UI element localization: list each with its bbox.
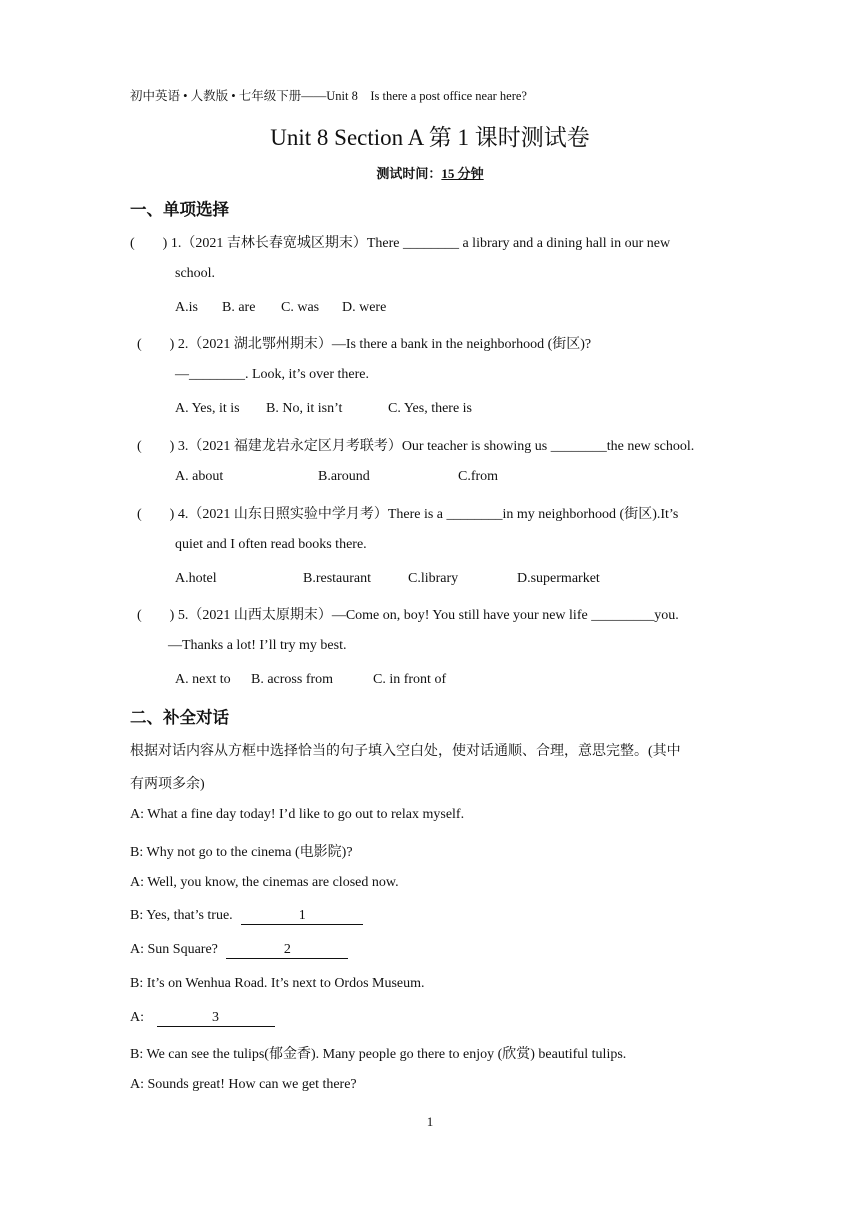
q1-option-d: D. were: [342, 300, 387, 315]
answer-blank-3[interactable]: 3: [157, 1010, 275, 1027]
q2-option-b: B. No, it isn’t: [266, 401, 343, 416]
dialogue-line: A: Well, you know, the cinemas are closed now.: [130, 875, 399, 890]
q1-option-b: B. are: [222, 300, 256, 315]
q2-stem-cont: —________. Look, it’s over there.: [175, 367, 370, 382]
page-header: 初中英语 • 人教版 • 七年级下册——Unit 8 Is there a post office near here?: [130, 89, 527, 103]
q2-option-c: C. Yes, there is: [388, 401, 473, 416]
dialogue-blank-2-line: [130, 942, 348, 959]
page-number: 1: [426, 1114, 434, 1129]
q1-option-c: C. was: [281, 300, 320, 315]
section-2-heading: 二、补全对话: [130, 708, 229, 727]
q1-option-a: A.is: [175, 300, 198, 315]
dialogue-line: A: What a fine day today! I’d like to go out to relax myself.: [130, 807, 465, 822]
q2-option-a: A. Yes, it is: [175, 401, 240, 416]
section-2-instruction: 根据对话内容从方框中选择恰当的句子填入空白处，使对话通顺、合理，意思完整。(其中: [130, 744, 681, 759]
q4-stem: ( ) 4.（2021 山东日照实验中学月考）There is a ________in my neighborhood (街区).It’s: [137, 507, 679, 522]
q3-stem: ( ) 3.（2021 福建龙岩永定区月考联考）Our teacher is showing us ________the new school.: [137, 439, 695, 454]
q5-option-c: C. in front of: [373, 672, 447, 687]
dialogue-blank-1-prefix: B: Yes, that’s true.: [130, 908, 233, 923]
page-title: Unit 8 Section A 第 1 课时测试卷: [270, 125, 590, 150]
q5-stem-cont: —Thanks a lot! I’ll try my best.: [168, 638, 347, 653]
dialogue-blank-2-prefix: A: Sun Square?: [130, 942, 218, 957]
dialogue-blank-3-prefix: A:: [130, 1010, 144, 1025]
duration-value: 15 分钟: [441, 166, 484, 181]
q5-stem: ( ) 5.（2021 山西太原期末）—Come on, boy! You still have your new life _________you.: [137, 608, 679, 623]
answer-blank-1[interactable]: 1: [241, 908, 363, 925]
q3-option-a: A. about: [175, 469, 224, 484]
answer-blank-2[interactable]: 2: [226, 942, 348, 959]
dialogue-line: B: Why not go to the cinema (电影院)?: [130, 845, 353, 860]
q1-stem: ( ) 1.（2021 吉林长春宽城区期末）There ________ a library and a dining hall in our new: [130, 236, 671, 251]
q4-option-b: B.restaurant: [303, 571, 372, 586]
q5-option-b: B. across from: [251, 672, 334, 687]
dialogue-blank-1-line: [130, 908, 363, 925]
q3-option-b: B.around: [318, 469, 370, 484]
section-1-heading: 一、单项选择: [130, 200, 229, 219]
q3-option-c: C.from: [458, 469, 499, 484]
duration-label: 测试时间：: [376, 166, 442, 181]
q4-option-d: D.supermarket: [517, 571, 600, 586]
dialogue-line: B: It’s on Wenhua Road. It’s next to Ordos Museum.: [130, 976, 425, 991]
dialogue-line: B: We can see the tulips(郁金香). Many people go there to enjoy (欣赏) beautiful tulips.: [130, 1047, 627, 1062]
q2-stem: ( ) 2.（2021 湖北鄂州期末）—Is there a bank in the neighborhood (街区)?: [137, 337, 592, 352]
test-duration: [0, 163, 860, 182]
q4-option-c: C.library: [408, 571, 459, 586]
section-2-instruction-cont: 有两项多余): [130, 777, 205, 792]
q1-stem-cont: school.: [175, 266, 216, 281]
dialogue-line: A: Sounds great! How can we get there?: [130, 1077, 357, 1092]
q4-stem-cont: quiet and I often read books there.: [175, 537, 367, 552]
q4-option-a: A.hotel: [175, 571, 217, 586]
q5-option-a: A. next to: [175, 672, 231, 687]
dialogue-blank-3-line: [130, 1010, 275, 1027]
